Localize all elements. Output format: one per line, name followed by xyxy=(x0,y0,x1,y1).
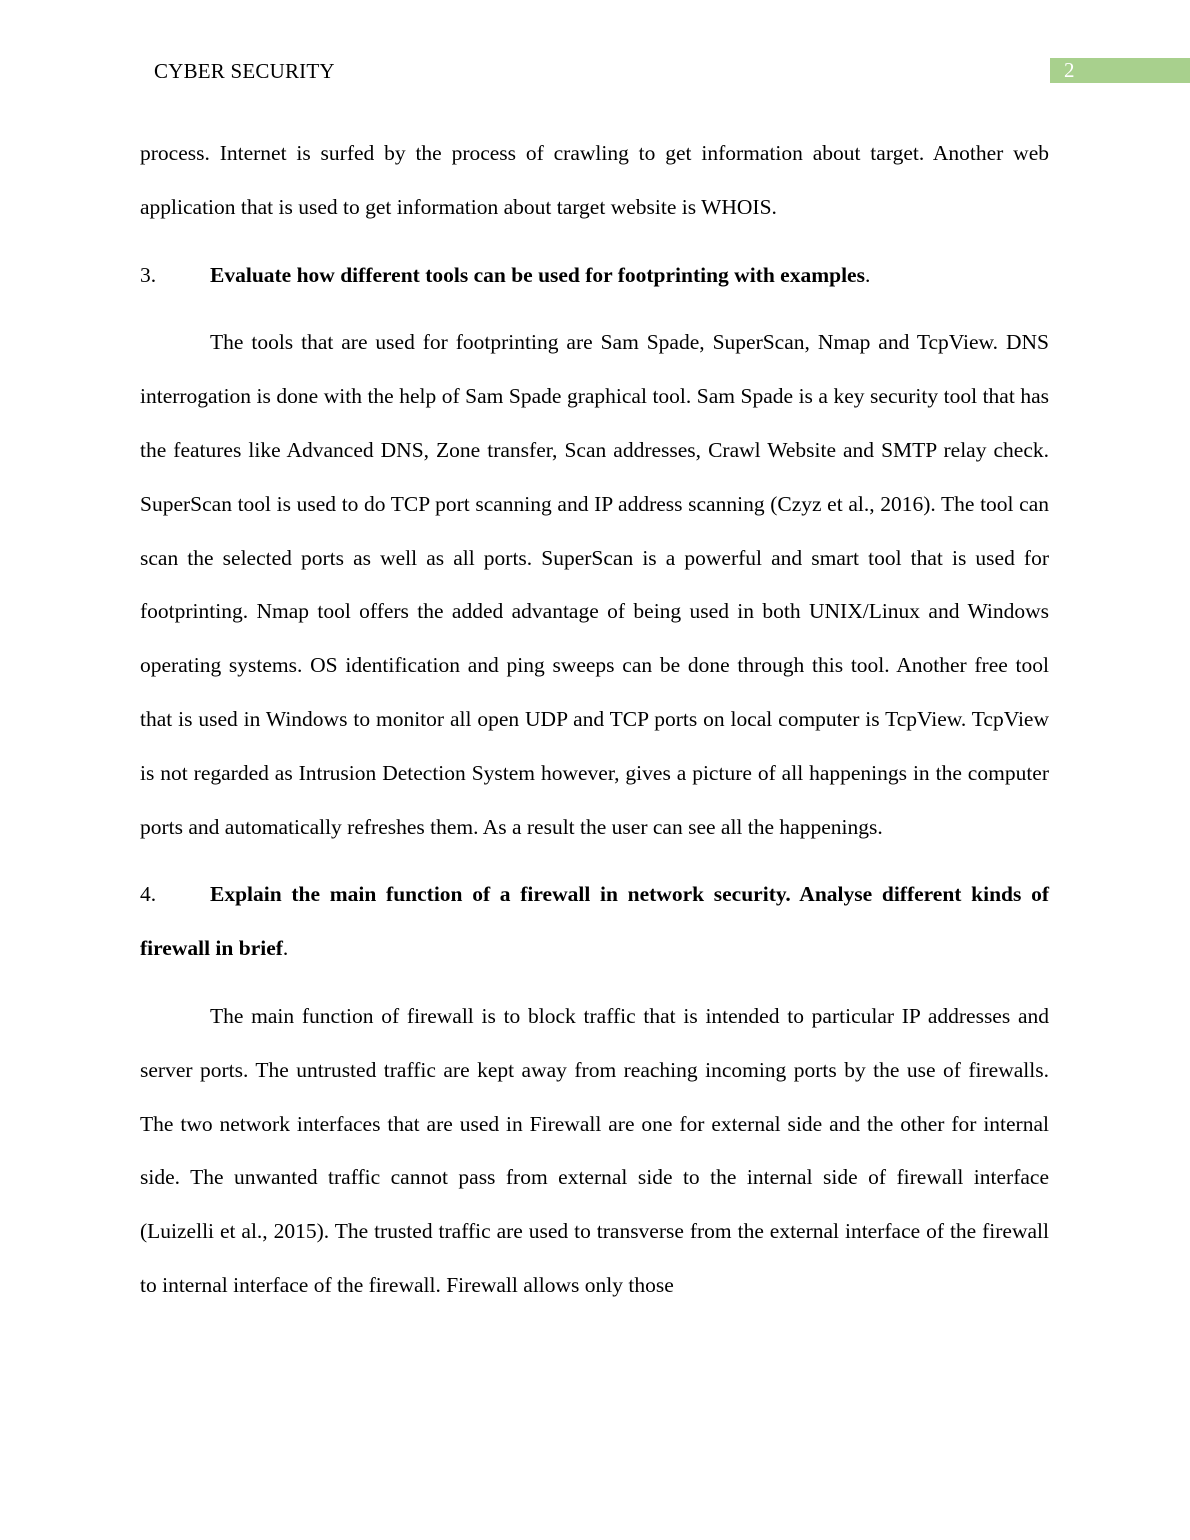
section-3-number: 3. xyxy=(140,262,157,287)
intro-paragraph: process. Internet is surfed by the process of crawling to get information about target. Another web application that is used to get information about target website is WHOIS. xyxy=(140,141,1049,219)
section-4-number: 4. xyxy=(140,882,157,907)
section-3-heading xyxy=(140,249,1049,303)
section-4-title: Explain the main function of a firewall in network security. Analyse different kinds of firewall in brief xyxy=(140,882,1049,961)
section-3-paragraph: The tools that are used for footprinting are Sam Spade, SuperScan, Nmap and TcpView. DNS interrogation is done with the help of Sam Spade graphical tool. Sam Spade is a key security tool that has the features like Advanced DNS, Zone transfer, Scan addresses, Crawl Website and SMTP relay check. SuperScan tool is used to do TCP port scanning and IP address scanning (Czyz et al., 2016). The tool can scan the selected ports as well as all ports. SuperScan is a powerful and smart tool that is used for footprinting. Nmap tool offers the added advantage of being used in both UNIX/Linux and Windows operating systems. OS identification and ping sweeps can be done through this tool. Another free tool that is used in Windows to monitor all open UDP and TCP ports on local computer is TcpView. TcpView is not regarded as Intrusion Detection System however, gives a picture of all happenings in the computer ports and automatically refreshes them. As a result the user can see all the happenings. xyxy=(140,330,1049,839)
section-3-title: Evaluate how different tools can be used for footprinting with examples xyxy=(210,262,865,287)
page-number: 2 xyxy=(1064,58,1075,82)
section-4-title-end: . xyxy=(282,936,289,961)
running-head-title: CYBER SECURITY xyxy=(154,59,335,83)
section-4-paragraph: The main function of firewall is to block traffic that is intended to particular IP addresses and server ports. The untrusted traffic are kept away from reaching incoming ports by the use of firewalls. The two network interfaces that are used in Firewall are one for external side and the other for internal side. The unwanted traffic cannot pass from external side to the internal side of firewall interface (Luizelli et al., 2015). The trusted traffic are used to transverse from the external interface of the firewall to internal interface of the firewall. Firewall allows only those xyxy=(140,1003,1049,1297)
page-number-bar xyxy=(1050,58,1190,83)
section-4-heading xyxy=(140,868,1049,976)
document-body xyxy=(140,127,1049,1313)
section-3-title-end: . xyxy=(864,262,871,287)
